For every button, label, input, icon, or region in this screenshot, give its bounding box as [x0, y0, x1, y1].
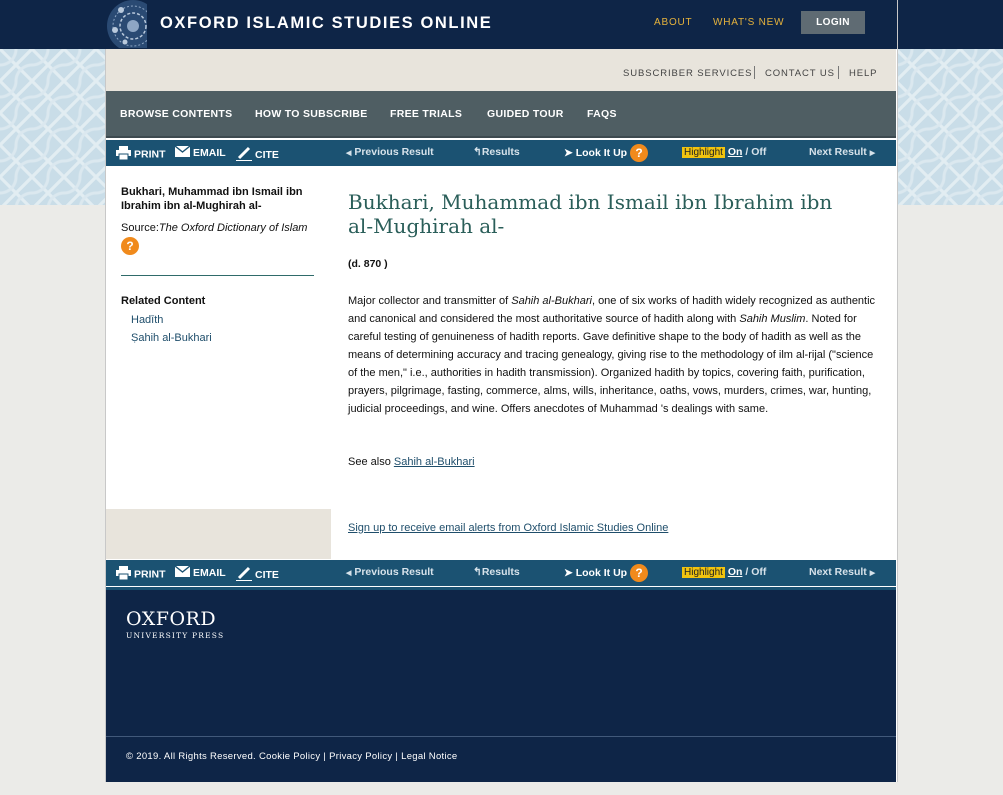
article-title: Bukhari, Muhammad ibn Ismail ibn Ibrahim ibn al-Mughirah al- — [348, 190, 833, 238]
help-icon[interactable]: ? — [630, 564, 648, 582]
work-title: Sahih al-Bukhari — [511, 295, 592, 307]
legal-notice-link[interactable]: Legal Notice — [401, 751, 458, 762]
entry-title-sidebar: Bukhari, Muhammad ibn Ismail ibn Ibrahim ibn al-Mughirah al- — [121, 186, 303, 212]
divider — [106, 736, 896, 737]
help-icon[interactable]: ? — [630, 144, 648, 162]
next-result-label: Next Result — [809, 146, 867, 158]
envelope-icon — [175, 566, 190, 580]
next-result-link[interactable] — [809, 146, 875, 158]
nav-free-trials[interactable]: FREE TRIALS — [390, 108, 463, 120]
print-label: PRINT — [134, 568, 166, 581]
divider — [838, 66, 839, 79]
divider — [754, 66, 755, 79]
article-dates: (d. 870 ) — [348, 258, 388, 270]
subscriber-services-link[interactable]: SUBSCRIBER SERVICES — [623, 68, 753, 79]
article-body: Major collector and transmitter of Sahih al-Bukhari, one of six works of hadith widely recognized as authentic and canonical and considered the most authoritative source of hadith along with Sahih Muslim. Noted for careful testing of genuineness of hadith reports. Gave definitive shape to the body of hadith as well as the means of determining accuracy and tracing genealogy, giving rise to the methodology of ilm al-rijal ("science of the men," i.e., authorities in hadith transmission). Organized hadith by topics, covering faith, purification, prayers, pilgrimage, fasting, commerce, alms, wills, inheritance, oaths, vows, murders, crimes, war, hunting, judicial proceedings, and wine. Offers anecdotes of Muhammad 's dealings with same. — [348, 295, 876, 415]
email-alerts-link[interactable]: Sign up to receive email alerts from Oxford Islamic Studies Online — [348, 522, 669, 534]
contact-us-link[interactable]: CONTACT US — [765, 68, 835, 79]
print-button[interactable] — [116, 146, 166, 163]
highlight-off-button[interactable]: / Off — [745, 566, 767, 578]
previous-result-label: Previous Result — [354, 146, 434, 158]
highlight-off-button[interactable]: / Off — [745, 146, 767, 158]
cite-button[interactable] — [236, 146, 279, 164]
divider — [121, 275, 314, 276]
cookie-policy-link[interactable]: Cookie Policy — [258, 751, 321, 762]
cite-button[interactable] — [236, 566, 279, 584]
see-also — [348, 456, 475, 468]
return-arrow-icon: ↰ — [473, 146, 482, 158]
highlight-toggle — [682, 146, 766, 158]
envelope-icon — [175, 146, 190, 160]
previous-result-label: Previous Result — [354, 566, 434, 578]
printer-icon — [116, 146, 131, 163]
highlight-label: Highlight — [684, 567, 723, 578]
arrow-right-icon: ▶ — [869, 570, 876, 577]
email-button[interactable] — [175, 146, 226, 160]
arrow-left-icon: ◀ — [346, 570, 352, 577]
email-alerts-signup — [348, 522, 668, 534]
nav-faqs[interactable]: FAQS — [587, 108, 617, 120]
print-label: PRINT — [134, 148, 166, 161]
oup-logo-subtitle: UNIVERSITY PRESS — [126, 631, 225, 640]
source-citation — [121, 219, 316, 255]
cite-label: CITE — [255, 148, 279, 161]
sidebar-footer-panel — [106, 509, 331, 559]
related-content-heading: Related Content — [121, 295, 206, 307]
divider: | — [395, 751, 399, 762]
email-button[interactable] — [175, 566, 226, 580]
look-it-up-button[interactable] — [564, 144, 648, 162]
highlight-on-button[interactable]: On — [727, 566, 743, 578]
about-link[interactable]: ABOUT — [654, 17, 693, 28]
divider: | — [323, 751, 327, 762]
nav-browse-contents[interactable]: BROWSE CONTENTS — [120, 108, 233, 120]
whats-new-link[interactable]: WHAT'S NEW — [713, 17, 785, 28]
print-button[interactable] — [116, 566, 166, 583]
nav-how-to-subscribe[interactable]: HOW TO SUBSCRIBE — [255, 108, 368, 120]
look-it-up-label: Look It Up — [575, 146, 628, 159]
help-link[interactable]: HELP — [849, 68, 878, 79]
printer-icon — [116, 566, 131, 583]
footer-legal — [126, 751, 458, 762]
highlight-toggle — [682, 566, 766, 578]
return-arrow-icon: ↰ — [473, 566, 482, 578]
cursor-icon: ➤ — [564, 146, 573, 159]
privacy-policy-link[interactable]: Privacy Policy — [329, 751, 393, 762]
cite-label: CITE — [255, 568, 279, 581]
results-label: Results — [481, 146, 520, 158]
previous-result-link[interactable] — [346, 146, 434, 158]
source-title[interactable]: The Oxford Dictionary of Islam — [158, 222, 308, 234]
results-link[interactable] — [473, 566, 520, 578]
source-help-icon[interactable]: ? — [121, 237, 139, 255]
next-result-link[interactable] — [809, 566, 875, 578]
oup-logo-wordmark[interactable]: OXFORD — [126, 608, 217, 630]
arrow-left-icon: ◀ — [346, 150, 352, 157]
results-link[interactable] — [473, 146, 520, 158]
arrow-right-icon: ▶ — [869, 150, 876, 157]
previous-result-link[interactable] — [346, 566, 434, 578]
email-label: EMAIL — [193, 566, 226, 579]
pen-icon — [236, 146, 252, 164]
site-logo-emblem — [105, 0, 147, 48]
copyright-text: © 2019. All Rights Reserved. — [126, 751, 256, 762]
pen-icon — [236, 566, 252, 584]
login-button[interactable]: LOGIN — [801, 11, 865, 34]
cursor-icon: ➤ — [564, 566, 573, 579]
highlight-on-button[interactable]: On — [727, 146, 743, 158]
related-link-sahih-al-bukhari[interactable]: Ṣahih al-Bukhari — [131, 332, 212, 344]
results-label: Results — [481, 566, 520, 578]
work-title: Sahih Muslim — [739, 313, 806, 325]
next-result-label: Next Result — [809, 566, 867, 578]
see-also-link[interactable]: Sahih al-Bukhari — [393, 456, 475, 468]
source-label: Source: — [121, 222, 159, 234]
email-label: EMAIL — [193, 146, 226, 159]
related-link-hadith[interactable]: Hadīth — [131, 314, 164, 326]
look-it-up-label: Look It Up — [575, 566, 628, 579]
nav-guided-tour[interactable]: GUIDED TOUR — [487, 108, 564, 120]
look-it-up-button[interactable] — [564, 564, 648, 582]
see-also-label: See also — [348, 456, 391, 468]
highlight-label: Highlight — [684, 147, 723, 158]
site-title[interactable]: OXFORD ISLAMIC STUDIES ONLINE — [160, 14, 493, 32]
